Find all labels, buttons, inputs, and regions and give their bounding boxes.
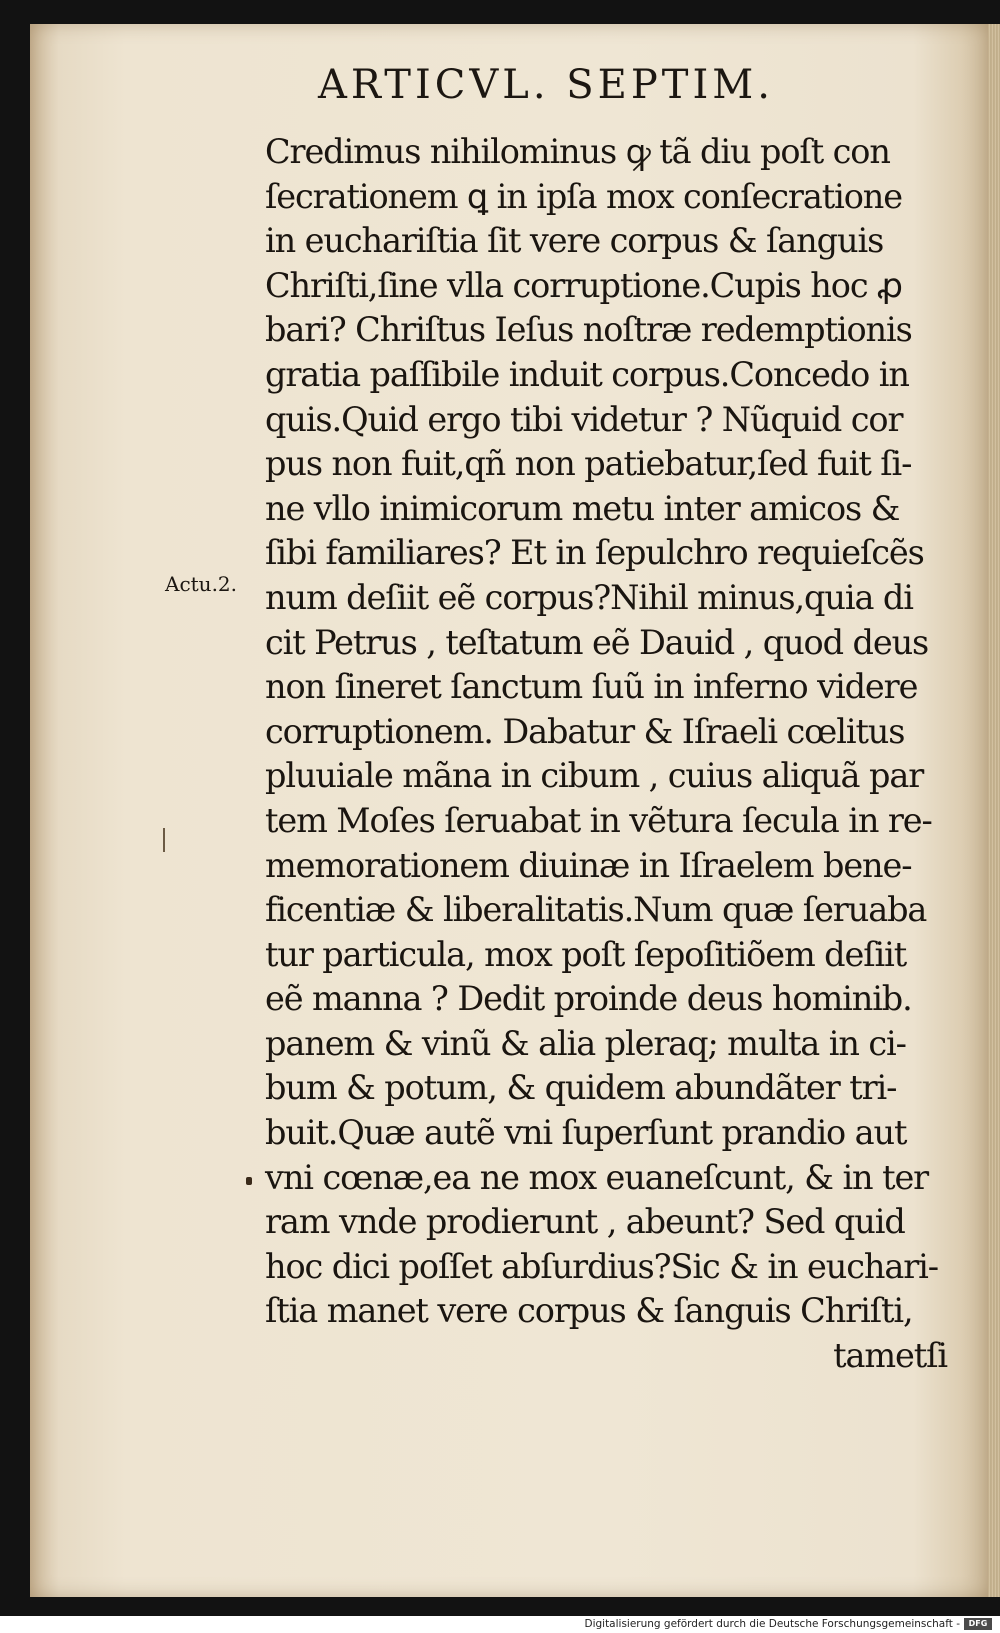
text-line: ſibi familiares? Et in ſepulchro requieſcẽs — [265, 533, 924, 573]
text-line: tem Moſes ſeruabat in vẽtura ſecula in re- — [265, 800, 932, 840]
text-line: quis.Quid ergo tibi videtur ? Nũquid cor — [265, 399, 903, 439]
text-line: num deſiit eẽ corpus?Nihil minus,quia di — [265, 577, 913, 617]
text-line: buit.Quæ autẽ vni ſuperſunt prandio aut — [265, 1113, 907, 1153]
text-line: ſtia manet vere corpus & ſanguis Chriſti, — [265, 1291, 913, 1331]
margin-note: Actu.2. — [165, 572, 238, 596]
text-line: vni cœnæ,ea ne mox euaneſcunt, & in ter — [265, 1157, 929, 1197]
margin-ink-dot — [246, 1177, 252, 1185]
text-line: pluuiale mãna in cibum , cuius aliquã par — [265, 756, 924, 796]
text-line: ne vllo inimicorum metu inter amicos & — [265, 488, 900, 528]
text-line: tur particula, mox poſt ſepoſitiõem deſiit — [265, 934, 907, 974]
text-line: cit Petrus , teſtatum eẽ Dauid , quod deus — [265, 622, 929, 662]
text-line: Chriſti,ſine vlla corruptione.Cupis hoc ꝓ — [265, 265, 902, 305]
text-line: hoc dici poſſet abſurdius?Sic & in euchari- — [265, 1246, 939, 1286]
text-line: bari? Chriſtus Ieſus noſtræ redemptionis — [265, 310, 912, 350]
text-line: ficentiæ & liberalitatis.Num quæ ſeruaba — [265, 890, 927, 930]
text-line: gratia paſſibile induit corpus.Concedo in — [265, 354, 909, 394]
text-line: ram vnde prodierunt , abeunt? Sed quid — [265, 1202, 905, 1242]
text-line: bum & potum, & quidem abundãter tri- — [265, 1068, 897, 1108]
funding-credit: Digitalisierung gefördert durch die Deutsche Forschungsgemeinschaft - — [584, 1618, 960, 1630]
text-line: ſecrationem ꝗ in ipſa mox conſecratione — [265, 176, 902, 216]
catchword: tametſi — [833, 1336, 947, 1376]
body-text — [265, 130, 955, 1379]
text-line: pus non fuit,qñ non patiebatur,ſed fuit ſi- — [265, 444, 912, 484]
text-line: non ſineret ſanctum ſuũ in inferno videre — [265, 667, 918, 707]
text-line: panem & vinũ & alia pleraq; multa in ci- — [265, 1023, 906, 1063]
margin-tick-mark — [163, 828, 165, 852]
text-line: memorationem diuinæ in Iſraelem bene- — [265, 845, 912, 885]
text-line: in euchariſtia ſit vere corpus & ſanguis — [265, 221, 884, 261]
page-edge — [988, 24, 1000, 1597]
text-line: Credimus nihilominus ꝙ tã diu poſt con — [265, 132, 890, 171]
dfg-logo-icon: DFG — [964, 1618, 992, 1630]
running-header: ARTICVL. SEPTIM. — [318, 62, 774, 108]
text-line: corruptionem. Dabatur & Iſraeli cœlitus — [265, 711, 905, 751]
text-line: eẽ manna ? Dedit proinde deus hominib. — [265, 979, 912, 1019]
